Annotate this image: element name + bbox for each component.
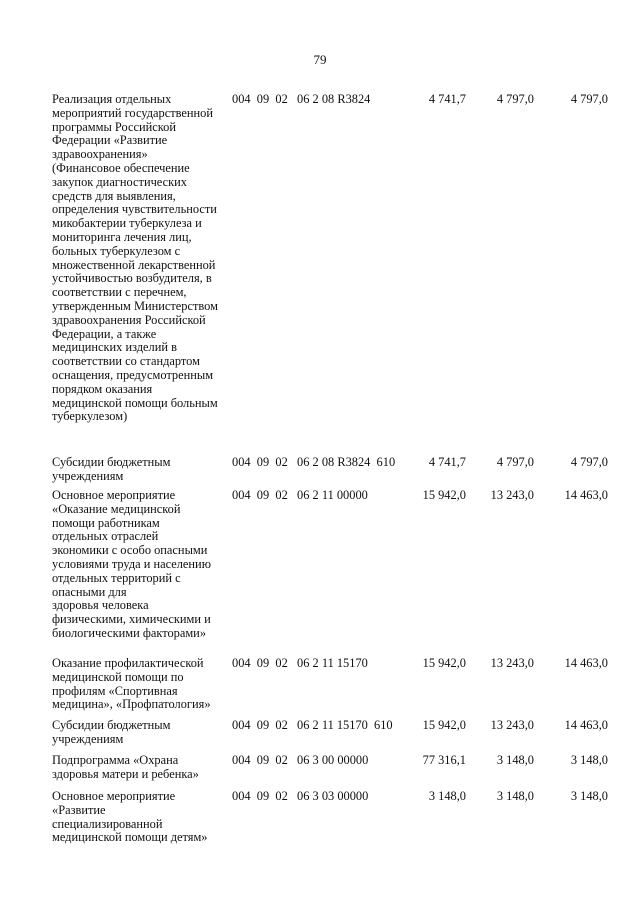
row-name-line: опасными для: [52, 584, 127, 599]
row-name-line: отдельных отраслей: [52, 529, 159, 544]
row-name-line: здоровья матери и ребенка»: [52, 766, 199, 781]
row-value-1: 15 942,0: [422, 488, 466, 502]
row-code: 004 09 02 06 2 11 15170: [232, 656, 368, 670]
row-value-2: 4 797,0: [496, 455, 534, 469]
row-name-line: медицинских изделий в: [52, 340, 177, 355]
row-name-line: Подпрограмма «Охрана: [52, 753, 179, 767]
row-name-line: микобактерии туберкулеза и: [52, 216, 202, 231]
row-name-line: учреждениям: [52, 468, 124, 483]
row-name-line: соответствии с перечнем,: [52, 285, 187, 300]
row-name-line: устойчивостью возбудителя, в: [52, 271, 212, 286]
row-value-3: 14 463,0: [564, 488, 608, 502]
row-name-line: условиями труда и населению: [52, 556, 211, 571]
row-name-line: «Оказание медицинской: [52, 501, 181, 516]
row-name-line: множественной лекарственной: [52, 257, 216, 272]
row-name-line: Субсидии бюджетным: [52, 455, 171, 469]
row-value-3: 4 797,0: [570, 455, 608, 469]
row-name-line: Федерации, а также: [52, 326, 157, 341]
row-name-line: помощи работникам: [52, 515, 160, 530]
row-name-line: порядком оказания: [52, 381, 153, 396]
row-name: [52, 93, 232, 424]
row-value-1: 15 942,0: [422, 656, 466, 670]
row-name-line: медицинской помощи больным: [52, 395, 218, 410]
row-code: 004 09 02 06 2 08 R3824 610: [232, 455, 396, 469]
row-name-line: оснащения, предусмотренным: [52, 367, 214, 382]
row-value-2: 4 797,0: [496, 92, 534, 106]
row-name-line: медицина», «Профпатология»: [52, 697, 211, 712]
row-name-line: здравоохранения Российской: [52, 312, 206, 327]
row-name-line: физическими, химическими и: [52, 612, 211, 627]
row-value-3: 14 463,0: [564, 656, 608, 670]
row-name: [52, 754, 232, 782]
row-name-line: медицинской помощи по: [52, 669, 184, 684]
row-name-line: мероприятий государственной: [52, 105, 213, 120]
row-name-line: программы Российской: [52, 119, 176, 134]
row-value-1: 15 942,0: [422, 718, 466, 732]
row-code: 004 09 02 06 2 11 00000: [232, 488, 368, 502]
row-value-2: 13 243,0: [490, 718, 534, 732]
row-name-line: биологическими факторами»: [52, 625, 207, 640]
row-name-line: определения чувствительности: [52, 202, 217, 217]
row-name-line: Основное мероприятие: [52, 789, 176, 803]
row-name-line: туберкулезом): [52, 409, 128, 424]
row-name-line: средств для выявления,: [52, 188, 176, 203]
row-value-3: 4 797,0: [570, 92, 608, 106]
row-name-line: Основное мероприятие: [52, 488, 176, 502]
row-code: 004 09 02 06 2 08 R3824: [232, 92, 371, 106]
row-name-line: профилям «Спортивная: [52, 683, 178, 698]
row-value-3: 14 463,0: [564, 718, 608, 732]
row-name-line: Оказание профилактической: [52, 656, 204, 670]
row-name: [52, 456, 232, 484]
row-name-line: «Развитие: [52, 802, 106, 817]
row-name-line: здравоохранения»: [52, 147, 148, 162]
row-name: [52, 489, 232, 641]
row-name-line: соответствии со стандартом: [52, 354, 200, 369]
row-name-line: специализированной: [52, 816, 163, 831]
row-name: [52, 657, 232, 712]
row-name: [52, 790, 232, 845]
row-value-1: 4 741,7: [428, 92, 466, 106]
row-value-2: 13 243,0: [490, 656, 534, 670]
row-name-line: Субсидии бюджетным: [52, 718, 171, 732]
row-name-line: Федерации «Развитие: [52, 133, 168, 148]
row-name-line: мониторинга лечения лиц,: [52, 229, 192, 244]
row-code: 004 09 02 06 3 00 00000: [232, 753, 369, 767]
row-value-3: 3 148,0: [570, 789, 608, 803]
row-name-line: учреждениям: [52, 731, 124, 746]
row-name-line: (Финансовое обеспечение: [52, 160, 190, 175]
page-number: 79: [313, 52, 327, 67]
row-code: 004 09 02 06 3 03 00000: [232, 789, 369, 803]
row-value-1: 3 148,0: [428, 789, 466, 803]
row-value-3: 3 148,0: [570, 753, 608, 767]
row-name-line: экономики с особо опасными: [52, 543, 208, 558]
row-value-2: 3 148,0: [496, 789, 534, 803]
row-value-2: 13 243,0: [490, 488, 534, 502]
row-name-line: больных туберкулезом с: [52, 243, 181, 258]
row-value-2: 3 148,0: [496, 753, 534, 767]
row-name-line: закупок диагностических: [52, 174, 187, 189]
row-code: 004 09 02 06 2 11 15170 610: [232, 718, 393, 732]
row-name-line: Реализация отдельных: [52, 92, 172, 106]
row-value-1: 4 741,7: [428, 455, 466, 469]
row-name: [52, 719, 232, 747]
row-name-line: медицинской помощи детям»: [52, 830, 208, 845]
row-value-1: 77 316,1: [422, 753, 466, 767]
row-name-line: здоровья человека: [52, 598, 149, 613]
row-name-line: отдельных территорий с: [52, 570, 181, 585]
row-name-line: утвержденным Министерством: [52, 298, 218, 313]
